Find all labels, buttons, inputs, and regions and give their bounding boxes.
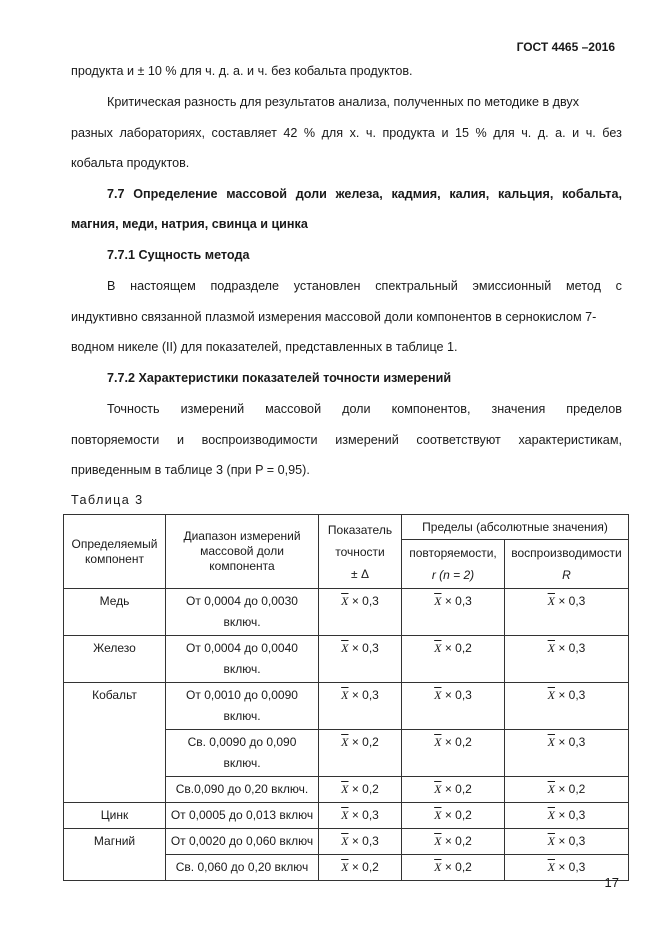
word: доли — [342, 402, 371, 416]
word: 7.7 — [107, 187, 125, 201]
word: соответствуют — [416, 433, 501, 447]
word: кадмия, — [391, 187, 441, 201]
value: × 0,3 — [558, 808, 586, 822]
range-line: включ. — [223, 709, 261, 723]
header-reproducibility — [505, 540, 629, 589]
value: × 0,2 — [444, 860, 472, 874]
cell-range — [166, 683, 319, 730]
cell-repeatability — [402, 777, 505, 803]
value: × 0,3 — [351, 808, 379, 822]
word: калия, — [449, 187, 490, 201]
mean-symbol: $\overline{X}$ — [434, 808, 442, 822]
value: × 0,3 — [558, 594, 586, 608]
cell-repeatability — [402, 730, 505, 777]
justified-line — [107, 279, 622, 293]
section-heading-7-7-cont: магния, меди, натрия, свинца и цинка — [71, 217, 308, 231]
word: измерений — [335, 433, 399, 447]
cell-repeatability — [402, 829, 505, 855]
section-heading-7-7 — [107, 187, 622, 201]
header-repeatability-label: повторяемости, — [409, 546, 497, 560]
word: массовой — [265, 402, 322, 416]
header-repeatability-symbol: r (n = 2) — [431, 568, 475, 582]
cell-range — [166, 730, 319, 777]
paragraph-line: водном никеле (II) для показателей, представленных в таблице 1. — [71, 340, 458, 354]
mean-symbol: $\overline{X}$ — [547, 860, 555, 874]
word: компонентов, — [391, 402, 471, 416]
paragraph-line: Критическая разность для результатов анализа, полученных по методике в двух — [107, 95, 580, 109]
value: × 0,3 — [444, 594, 472, 608]
cell-reproducibility — [505, 803, 629, 829]
word: настоящем — [130, 279, 196, 293]
cell-component: Цинк — [64, 803, 166, 829]
mean-symbol: $\overline{X}$ — [341, 594, 349, 608]
word: и — [176, 433, 185, 447]
word: подразделе — [210, 279, 280, 293]
value: × 0,2 — [558, 782, 586, 796]
header-reproducibility-label: воспроизводимости — [511, 546, 622, 560]
header-reproducibility-symbol: R — [562, 568, 571, 582]
range-line: От 0,0020 до 0,060 включ — [170, 834, 314, 848]
value: × 0,2 — [444, 641, 472, 655]
value: × 0,3 — [558, 688, 586, 702]
mean-symbol: $\overline{X}$ — [547, 688, 555, 702]
cell-reproducibility — [505, 829, 629, 855]
cell-range — [166, 855, 319, 881]
word: характеристикам, — [518, 433, 622, 447]
mean-symbol: $\overline{X}$ — [341, 735, 349, 749]
paragraph-line: приведенным в таблице 3 (при P = 0,95). — [71, 463, 310, 477]
value: × 0,2 — [351, 735, 379, 749]
word: % — [475, 126, 487, 140]
mean-symbol: $\overline{X}$ — [341, 860, 349, 874]
range-line: Св. 0,0090 до 0,090 — [187, 735, 297, 749]
range-line: От 0,0010 до 0,0090 — [186, 688, 298, 702]
cell-reproducibility — [505, 730, 629, 777]
word: массовой — [226, 187, 288, 201]
mean-symbol: $\overline{X}$ — [547, 808, 555, 822]
cell-repeatability — [402, 589, 505, 636]
word: железа, — [335, 187, 383, 201]
range-line: От 0,0005 до 0,013 включ — [170, 808, 314, 822]
paragraph-line: продукта и ± 10 % для ч. д. а. и ч. без кобальта продуктов. — [71, 64, 413, 78]
header-indicator-symbol: ± Δ — [351, 566, 369, 581]
word: кальция, — [497, 187, 554, 201]
word: ч. — [585, 126, 596, 140]
word: а. — [555, 126, 566, 140]
table-caption: Таблица 3 — [71, 493, 144, 507]
value: × 0,3 — [558, 834, 586, 848]
cell-reproducibility — [505, 777, 629, 803]
cell-range — [166, 829, 319, 855]
mean-symbol: $\overline{X}$ — [341, 688, 349, 702]
value: × 0,3 — [558, 860, 586, 874]
word: пределов — [566, 402, 622, 416]
justified-line — [71, 433, 622, 447]
mean-symbol: $\overline{X}$ — [434, 860, 442, 874]
mean-symbol: $\overline{X}$ — [434, 641, 442, 655]
word: Определение — [133, 187, 218, 201]
word: и — [441, 126, 449, 140]
mean-symbol: $\overline{X}$ — [341, 641, 349, 655]
word: 15 — [454, 126, 469, 140]
value: × 0,2 — [444, 735, 472, 749]
value: × 0,2 — [444, 782, 472, 796]
cell-range — [166, 803, 319, 829]
range-line: От 0,0004 до 0,0030 — [186, 594, 298, 608]
header-indicator-label: Показатель точности — [327, 522, 393, 559]
paragraph-line: индуктивно связанной плазмой измерения массовой доли компонентов в сернокислом 7- — [71, 310, 597, 324]
cell-accuracy — [319, 636, 402, 683]
page-number: 17 — [604, 875, 619, 890]
header-indicator — [319, 515, 402, 589]
mean-symbol: $\overline{X}$ — [547, 735, 555, 749]
table-row — [64, 683, 629, 730]
word: спектральный — [375, 279, 458, 293]
cell-range — [166, 636, 319, 683]
table-row — [64, 589, 629, 636]
cell-repeatability — [402, 855, 505, 881]
mean-symbol: $\overline{X}$ — [547, 594, 555, 608]
value: × 0,3 — [351, 834, 379, 848]
word: метод — [565, 279, 601, 293]
range-line: включ. — [223, 615, 261, 629]
mean-symbol: $\overline{X}$ — [434, 782, 442, 796]
document-header: ГОСТ 4465 –2016 — [516, 40, 615, 54]
mean-symbol: $\overline{X}$ — [434, 834, 442, 848]
word: ч. — [365, 126, 376, 140]
cell-accuracy — [319, 855, 402, 881]
value: × 0,3 — [351, 594, 379, 608]
cell-accuracy — [319, 777, 402, 803]
word: воспроизводимости — [201, 433, 318, 447]
cell-repeatability — [402, 636, 505, 683]
cell-repeatability — [402, 803, 505, 829]
cell-repeatability — [402, 683, 505, 730]
word: и — [572, 126, 580, 140]
value: × 0,2 — [444, 834, 472, 848]
justified-line — [107, 402, 622, 416]
justified-line — [71, 126, 622, 140]
header-limits: Пределы (абсолютные значения) — [402, 515, 629, 540]
range-line: От 0,0004 до 0,0040 — [186, 641, 298, 655]
word: продукта — [382, 126, 435, 140]
word: с — [615, 279, 622, 293]
mean-symbol: $\overline{X}$ — [341, 834, 349, 848]
word: для — [321, 126, 344, 140]
word: без — [602, 126, 622, 140]
value: × 0,3 — [351, 641, 379, 655]
range-line: включ. — [223, 756, 261, 770]
cell-reproducibility — [505, 636, 629, 683]
range-line: Св. 0,060 до 0,20 включ — [175, 860, 309, 874]
cell-accuracy — [319, 683, 402, 730]
cell-component: Магний — [64, 829, 166, 881]
mean-symbol: $\overline{X}$ — [547, 641, 555, 655]
table-row — [64, 636, 629, 683]
cell-component: Медь — [64, 589, 166, 636]
table-row — [64, 829, 629, 855]
word: В — [107, 279, 116, 293]
word: % — [303, 126, 316, 140]
cell-component: Железо — [64, 636, 166, 683]
cell-component: Кобальт — [64, 683, 166, 803]
word: ч. — [521, 126, 532, 140]
word: для — [493, 126, 515, 140]
word: Точность — [107, 402, 160, 416]
word: д. — [537, 126, 549, 140]
mean-symbol: $\overline{X}$ — [547, 782, 555, 796]
cell-range — [166, 777, 319, 803]
section-heading-7-7-1: 7.7.1 Сущность метода — [107, 248, 250, 262]
word: составляет — [211, 126, 277, 140]
word: измерений — [180, 402, 245, 416]
table-row — [64, 803, 629, 829]
word: доли — [295, 187, 327, 201]
cell-reproducibility — [505, 589, 629, 636]
word: 42 — [283, 126, 298, 140]
value: × 0,3 — [558, 641, 586, 655]
value: × 0,2 — [351, 782, 379, 796]
cell-accuracy — [319, 589, 402, 636]
word: лабораториях, — [119, 126, 206, 140]
mean-symbol: $\overline{X}$ — [547, 834, 555, 848]
mean-symbol: $\overline{X}$ — [341, 782, 349, 796]
word: кобальта, — [562, 187, 622, 201]
word: эмиссионный — [472, 279, 552, 293]
section-heading-7-7-2: 7.7.2 Характеристики показателей точности измерений — [107, 371, 452, 385]
range-line: Св.0,090 до 0,20 включ. — [175, 782, 309, 796]
value: × 0,2 — [444, 808, 472, 822]
cell-reproducibility — [505, 683, 629, 730]
word: значения — [491, 402, 546, 416]
header-repeatability — [402, 540, 505, 589]
word: разных — [71, 126, 113, 140]
cell-range — [166, 589, 319, 636]
value: × 0,3 — [444, 688, 472, 702]
mean-symbol: $\overline{X}$ — [434, 594, 442, 608]
value: × 0,3 — [558, 735, 586, 749]
paragraph-line: кобальта продуктов. — [71, 156, 190, 170]
range-line: включ. — [223, 662, 261, 676]
cell-accuracy — [319, 803, 402, 829]
word: повторяемости — [71, 433, 160, 447]
word: установлен — [293, 279, 361, 293]
accuracy-table — [63, 514, 629, 881]
mean-symbol: $\overline{X}$ — [434, 688, 442, 702]
header-range: Диапазон измерений массовой доли компонента — [166, 515, 319, 589]
mean-symbol: $\overline{X}$ — [434, 735, 442, 749]
cell-accuracy — [319, 829, 402, 855]
mean-symbol: $\overline{X}$ — [341, 808, 349, 822]
header-component: Определяемый компонент — [64, 515, 166, 589]
cell-accuracy — [319, 730, 402, 777]
value: × 0,3 — [351, 688, 379, 702]
value: × 0,2 — [351, 860, 379, 874]
word: х. — [349, 126, 360, 140]
